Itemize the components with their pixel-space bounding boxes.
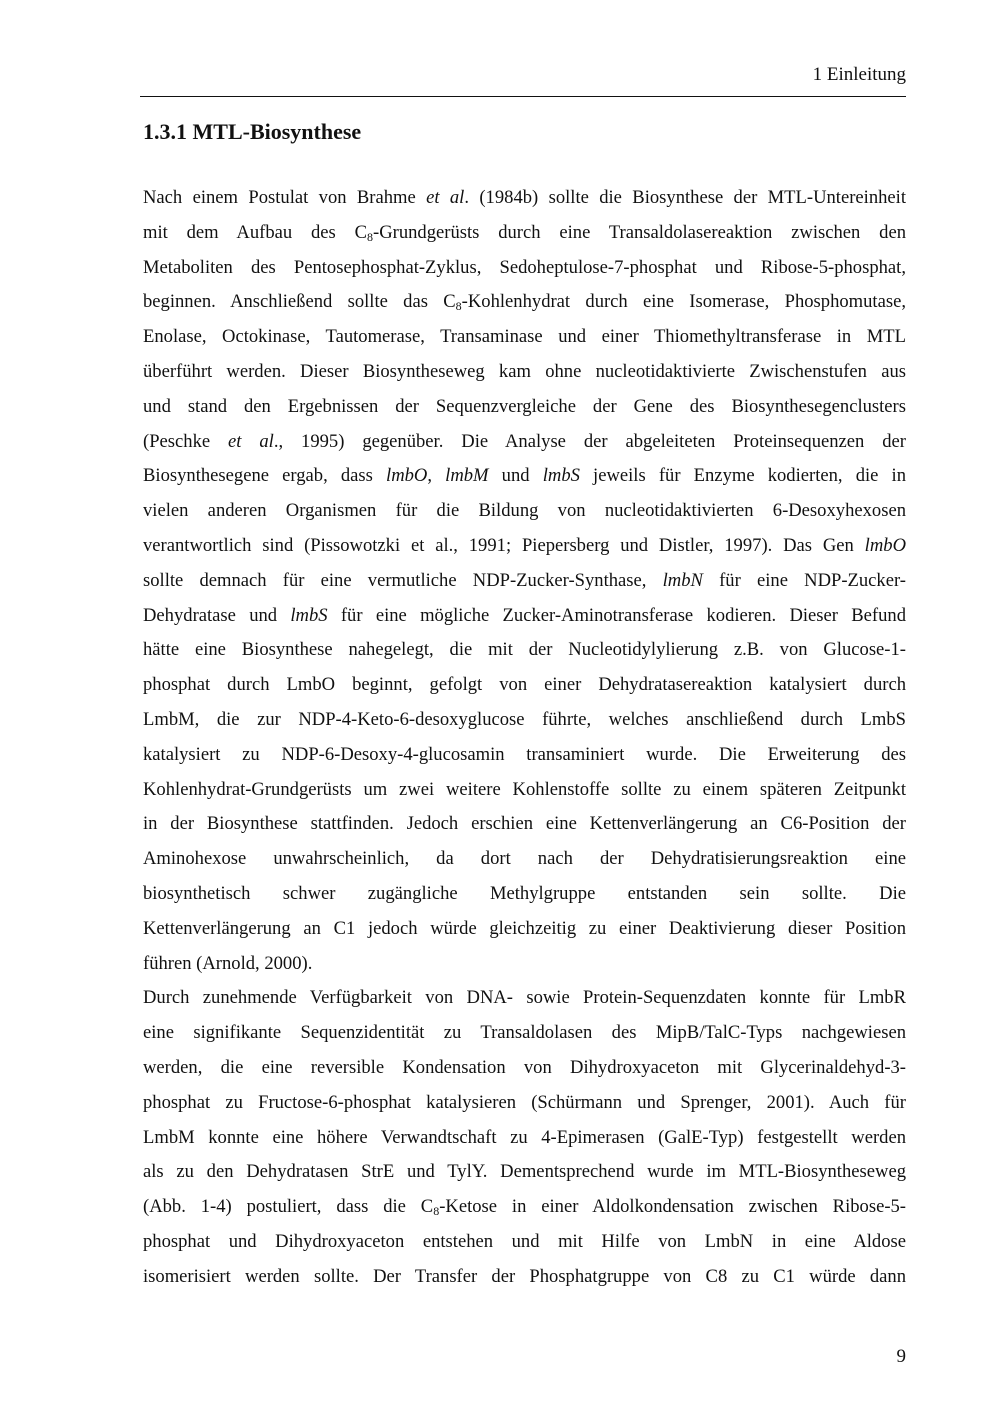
text-segment: LmbM, die zur NDP-4-Keto-6-desoxyglucose führte, welches anschließend durch LmbS: [143, 708, 906, 730]
subscript: 8: [367, 229, 374, 244]
text-line: [143, 877, 906, 912]
text-line: [143, 285, 906, 320]
italic-text: lmbS: [542, 465, 580, 487]
text-segment: für eine NDP-Zucker-: [702, 569, 906, 591]
text-segment: Durch zunehmende Verfügbarkeit von DNA- sowie Protein-Sequenzdaten konnte für LmbR: [143, 987, 906, 1009]
subscript: 8: [433, 1204, 440, 1219]
text-line: [143, 947, 906, 982]
text-segment: und: [488, 465, 543, 487]
text-segment: überführt werden. Dieser Biosyntheseweg kam ohne nucleotidaktivierte Zwischenstufen aus: [143, 360, 906, 382]
text-line: [143, 181, 906, 216]
subscript: 8: [455, 299, 462, 314]
text-segment: ,: [427, 465, 446, 487]
text-line: [143, 738, 906, 773]
text-segment: verantwortlich sind (Pissowotzki et al., 1991; Piepersberg und Distler, 1997). Das Gen: [143, 534, 865, 556]
italic-text: lmbO: [864, 534, 906, 556]
text-line: [143, 1225, 906, 1260]
text-line: [143, 564, 906, 599]
text-line: [143, 1155, 906, 1190]
text-segment: phosphat und Dihydroxyaceton entstehen und mit Hilfe von LmbN in eine Aldose: [143, 1230, 906, 1252]
italic-text: lmbM: [445, 465, 489, 487]
text-line: [143, 842, 906, 877]
text-line: [143, 1121, 906, 1156]
text-segment: -Grundgerüsts durch eine Transaldolasereaktion zwischen den: [373, 221, 906, 243]
text-line: [143, 529, 906, 564]
text-segment: -Kohlenhydrat durch eine Isomerase, Phosphomutase,: [461, 291, 906, 313]
text-line: [143, 1051, 906, 1086]
italic-text: lmbN: [662, 569, 703, 591]
text-segment: beginnen. Anschließend sollte das C: [143, 291, 456, 313]
italic-text: et al: [426, 187, 465, 208]
text-segment: isomerisiert werden sollte. Der Transfer der Phosphatgruppe von C8 zu C1 würde dann: [143, 1265, 906, 1287]
running-header: 1 Einleitung: [812, 64, 906, 85]
text-line: [143, 320, 906, 355]
text-segment: Dehydratase und: [143, 604, 291, 626]
text-segment: Biosynthesegene ergab, dass: [143, 465, 387, 487]
text-segment: katalysiert zu NDP-6-Desoxy-4-glucosamin transaminiert wurde. Die Erweiterung des: [143, 743, 906, 765]
text-line: [143, 216, 906, 251]
text-segment: für eine mögliche Zucker-Aminotransferase kodieren. Dieser Befund: [327, 604, 906, 626]
text-segment: und stand den Ergebnissen der Sequenzvergleiche der Gene des Biosynthesegenclusters: [143, 395, 906, 417]
text-line: [143, 807, 906, 842]
text-segment: Metaboliten des Pentosephosphat-Zyklus, Sedoheptulose-7-phosphat und Ribose-5-phosphat,: [143, 256, 906, 278]
text-segment: eine signifikante Sequenzidentität zu Transaldolasen des MipB/TalC-Typs nachgewiesen: [143, 1022, 906, 1044]
text-segment: phosphat durch LmbO beginnt, gefolgt von einer Dehydratasereaktion katalysiert durch: [143, 674, 906, 696]
text-segment: . (1984b) sollte die Biosynthese der MTL-Untereinheit: [464, 187, 906, 208]
text-segment: jeweils für Enzyme kodierten, die in: [579, 465, 906, 487]
body-text: [143, 181, 906, 1295]
text-line: [143, 599, 906, 634]
text-line: [143, 1086, 906, 1121]
text-segment: führen (Arnold, 2000).: [143, 952, 313, 974]
text-line: [143, 1190, 906, 1225]
text-segment: Aminohexose unwahrscheinlich, da dort nach der Dehydratisierungsreaktion eine: [143, 848, 906, 870]
italic-text: et al: [228, 430, 274, 452]
text-segment: hätte eine Biosynthese nahegelegt, die mit der Nucleotidylylierung z.B. von Glucose-1-: [143, 639, 906, 661]
text-line: [143, 633, 906, 668]
text-line: [143, 981, 906, 1016]
section-heading: 1.3.1 MTL-Biosynthese: [143, 119, 362, 144]
text-segment: sollte demnach für eine vermutliche NDP-Zucker-Synthase,: [143, 569, 663, 591]
text-line: [143, 251, 906, 286]
italic-text: lmbS: [290, 604, 328, 626]
text-segment: -Ketose in einer Aldolkondensation zwischen Ribose-5-: [439, 1196, 906, 1218]
text-segment: LmbM konnte eine höhere Verwandtschaft zu 4-Epimerasen (GalE-Typ) festgestellt werden: [143, 1126, 906, 1148]
text-segment: ., 1995) gegenüber. Die Analyse der abgeleiteten Proteinsequenzen der: [273, 430, 906, 452]
text-segment: in der Biosynthese stattfinden. Jedoch erschien eine Kettenverlängerung an C6-Position der: [143, 813, 906, 835]
text-line: [143, 1260, 906, 1295]
text-segment: mit dem Aufbau des C: [143, 221, 368, 243]
text-segment: (Abb. 1-4) postuliert, dass die C: [143, 1196, 434, 1218]
text-line: [143, 355, 906, 390]
text-line: [143, 912, 906, 947]
text-segment: Kettenverlängerung an C1 jedoch würde gleichzeitig zu einer Deaktivierung dieser Position: [143, 917, 906, 939]
text-line: [143, 1016, 906, 1051]
text-segment: Nach einem Postulat von Brahme: [143, 187, 427, 208]
text-segment: phosphat zu Fructose-6-phosphat katalysieren (Schürmann und Sprenger, 2001). Auch für: [143, 1091, 906, 1113]
text-line: [143, 494, 906, 529]
text-segment: Enolase, Octokinase, Tautomerase, Transaminase und einer Thiomethyltransferase in MTL: [143, 326, 906, 348]
header-rule: [140, 96, 906, 97]
text-segment: (Peschke: [143, 430, 229, 452]
text-line: [143, 773, 906, 808]
text-line: [143, 703, 906, 738]
text-segment: werden, die eine reversible Kondensation von Dihydroxyaceton mit Glycerinaldehyd-3-: [143, 1056, 906, 1078]
text-segment: biosynthetisch schwer zugängliche Methylgruppe entstanden sein sollte. Die: [143, 882, 906, 904]
text-segment: Kohlenhydrat-Grundgerüsts um zwei weitere Kohlenstoffe sollte zu einem späteren Zeitpunkt: [143, 778, 906, 800]
text-segment: als zu den Dehydratasen StrE und TylY. Dementsprechend wurde im MTL-Biosyntheseweg: [143, 1161, 906, 1183]
text-line: [143, 390, 906, 425]
page-number: 9: [896, 1346, 906, 1367]
text-segment: vielen anderen Organismen für die Bildung von nucleotidaktivierten 6-Desoxyhexosen: [143, 500, 906, 522]
text-line: [143, 459, 906, 494]
italic-text: lmbO: [386, 465, 428, 487]
text-line: [143, 425, 906, 460]
text-line: [143, 668, 906, 703]
